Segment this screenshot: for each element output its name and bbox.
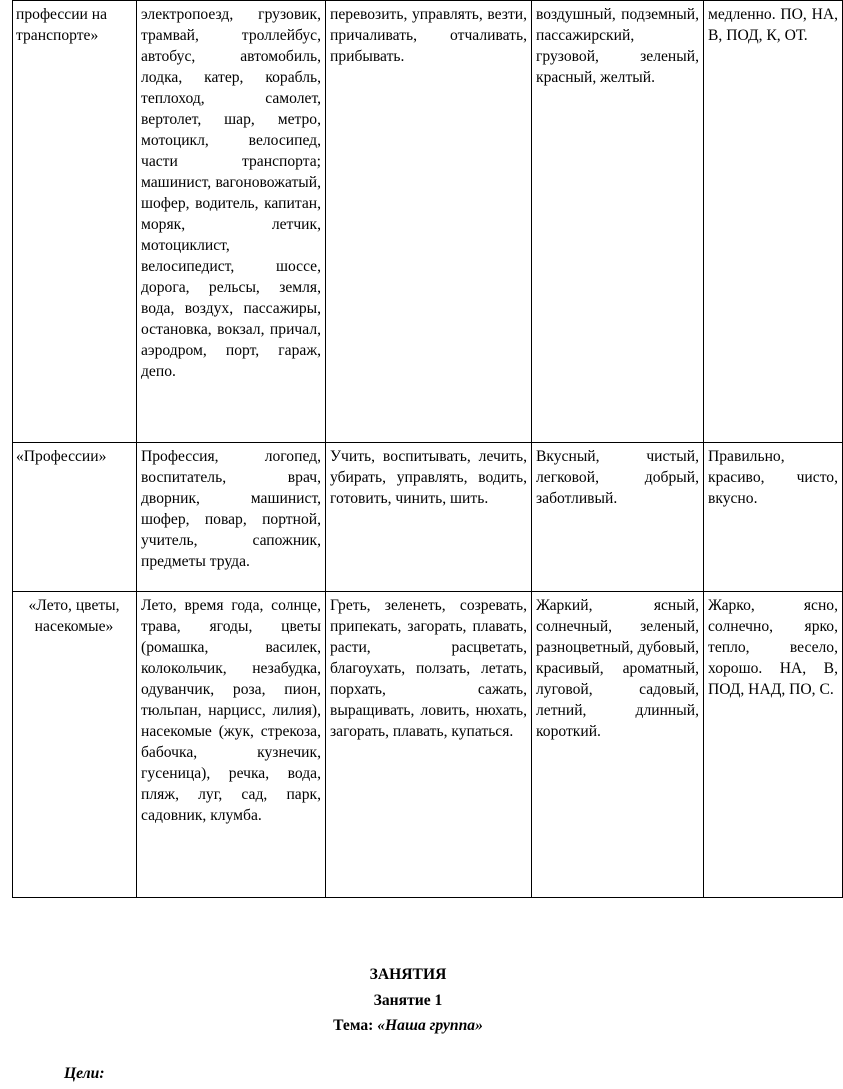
- vocabulary-table-container: [12, 0, 838, 897]
- nouns-cell: электропоезд, грузовик, трамвай, троллейбус, автобус, автомобиль, лодка, катер, корабль, теплоход, самолет, вертолет, шар, метро, мотоцикл, велосипед, части транспорта; машинист, вагоновожатый, шофер, водитель, капитан, моряк, летчик, мотоциклист, велосипедист, шоссе, дорога, рельсы, земля, вода, воздух, пассажиры, остановка, вокзал, причал, аэродром, порт, гараж, депо.: [137, 1, 326, 443]
- verbs-cell: Греть, зеленеть, созревать, припекать, загорать, плавать, расти, расцветать, благоухать, ползать, летать, порхать, сажать, выращивать, ловить, нюхать, загорать, плавать, купаться.: [326, 592, 532, 898]
- nouns-cell: Профессия, логопед, воспитатель, врач, дворник, машинист, шофер, повар, портной, учитель, сапожник, предметы труда.: [137, 443, 326, 592]
- verbs-cell: Учить, воспитывать, лечить, убирать, управлять, водить, готовить, чинить, шить.: [326, 443, 532, 592]
- topic-cell: профессии на транспорте»: [13, 1, 137, 443]
- adjectives-cell: Вкусный, чистый, легковой, добрый, заботливый.: [532, 443, 704, 592]
- adjectives-cell: воздушный, подземный, пассажирский, грузовой, зеленый, красный, желтый.: [532, 1, 704, 443]
- theme-label: Тема:: [333, 1017, 378, 1034]
- adverbs-cell: Правильно, красиво, чисто, вкусно.: [704, 443, 843, 592]
- vocabulary-table: [12, 0, 843, 898]
- adverbs-cell: Жарко, ясно, солнечно, ярко, тепло, весело, хорошо. НА, В, ПОД, НАД, ПО, С.: [704, 592, 843, 898]
- table-row: [13, 443, 843, 592]
- table-row: [13, 592, 843, 898]
- topic-cell: «Профессии»: [13, 443, 137, 592]
- adjectives-cell: Жаркий, ясный, солнечный, зеленый, разноцветный, дубовый, красивый, ароматный, луговой, садовый, летний, длинный, короткий.: [532, 592, 704, 898]
- lesson-theme: [0, 1017, 816, 1035]
- lesson-title: Занятие 1: [373, 992, 443, 1009]
- topic-cell: «Лето, цветы, насекомые»: [13, 592, 137, 898]
- goals-label: Цели:: [64, 1065, 105, 1082]
- table-row: [13, 1, 843, 443]
- section-heading: ЗАНЯТИЯ: [369, 966, 447, 983]
- verbs-cell: перевозить, управлять, везти, причаливать, отчаливать, прибывать.: [326, 1, 532, 443]
- adverbs-cell: медленно. ПО, НА, В, ПОД, К, ОТ.: [704, 1, 843, 443]
- nouns-cell: Лето, время года, солнце, трава, ягоды, цветы (ромашка, василек, колокольчик, незабудка, одуванчик, роза, пион, тюльпан, нарцисс, лилия), насекомые (жук, стрекоза, бабочка, кузнечик, гусеница), речка, вода, пляж, луг, сад, парк, садовник, клумба.: [137, 592, 326, 898]
- theme-value: «Наша группа»: [377, 1017, 483, 1034]
